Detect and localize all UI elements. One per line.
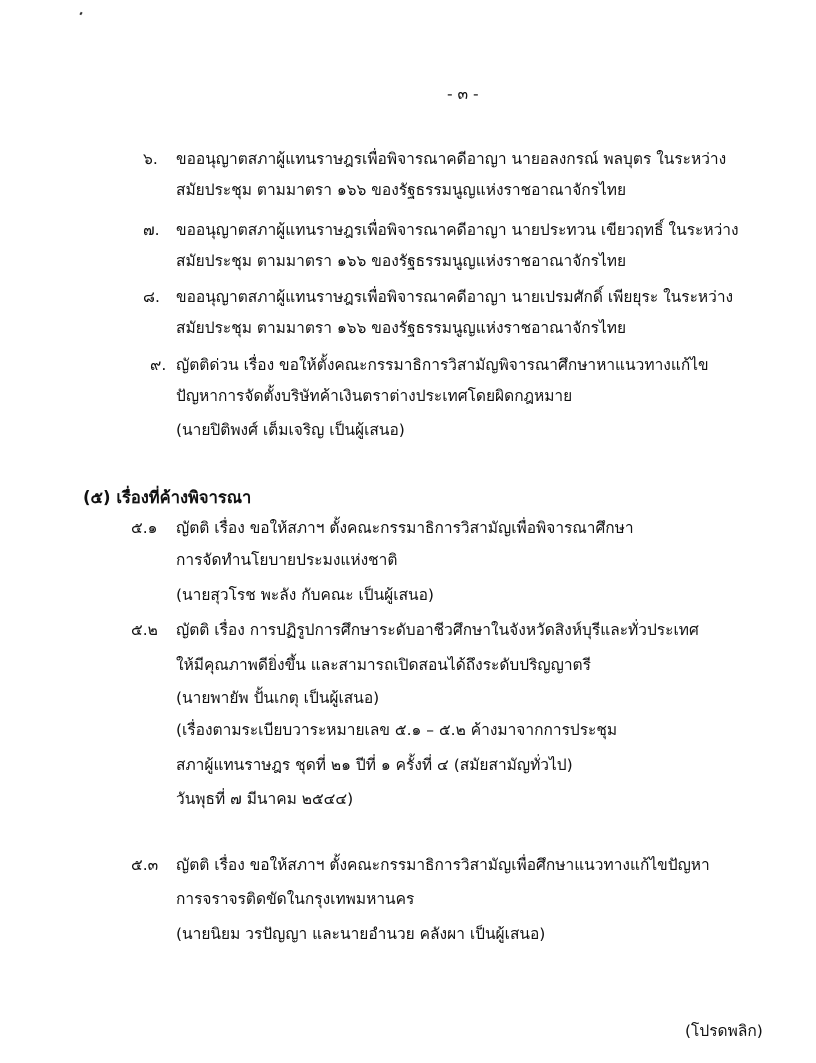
item-number: ๘. xyxy=(143,288,160,306)
item-text-line: สมัยประชุม ตามมาตรา ๑๖๖ ของรัฐธรรมนูญแห่งราชอาณาจักรไทย xyxy=(176,319,627,337)
item-text-line: ปัญหาการจัดตั้งบริษัทค้าเงินตราต่างประเทศโดยผิดกฎหมาย xyxy=(176,387,573,405)
item-number: ๙. xyxy=(150,356,167,374)
subitem-text-line: การจราจรติดขัดในกรุงเทพมหานคร xyxy=(176,890,415,908)
subitem-number: ๕.๑ xyxy=(131,519,158,537)
subitem-text-line: (เรื่องตามระเบียบวาระหมายเลข ๕.๑ – ๕.๒ ค้างมาจากการประชุม xyxy=(176,721,618,739)
item-text-line: ขออนุญาตสภาผู้แทนราษฎรเพื่อพิจารณาคดีอาญา นายอลงกรณ์ พลบุตร ในระหว่าง xyxy=(176,150,727,168)
item-number: ๖. xyxy=(143,150,158,168)
subitem-number: ๕.๒ xyxy=(131,621,158,639)
item-number: ๗. xyxy=(143,221,160,239)
page-number: - ๓ - xyxy=(447,85,479,103)
item-text-line: ขออนุญาตสภาผู้แทนราษฎรเพื่อพิจารณาคดีอาญา นายเปรมศักดิ์ เพียยุระ ในระหว่าง xyxy=(176,288,734,306)
subitem-text-line: การจัดทำนโยบายประมงแห่งชาติ xyxy=(176,551,398,569)
subitem-text-line: ให้มีคุณภาพดียิ่งขึ้น และสามารถเปิดสอนได้ถึงระดับปริญญาตรี xyxy=(176,656,591,674)
section-heading: (๕) เรื่องที่ค้างพิจารณา xyxy=(83,488,252,507)
subitem-text-line: (นายนิยม วรปัญญา และนายอำนวย คลังผา เป็นผู้เสนอ) xyxy=(176,925,546,943)
item-text-line: สมัยประชุม ตามมาตรา ๑๖๖ ของรัฐธรรมนูญแห่งราชอาณาจักรไทย xyxy=(176,252,627,270)
subitem-number: ๕.๓ xyxy=(131,856,159,874)
subitem-text-line: (นายพายัพ ปั้นเกตุ เป็นผู้เสนอ) xyxy=(176,689,380,707)
item-text-line: (นายปิติพงศ์ เต็มเจริญ เป็นผู้เสนอ) xyxy=(176,421,405,439)
item-text-line: ขออนุญาตสภาผู้แทนราษฎรเพื่อพิจารณาคดีอาญา นายประทวน เขียวฤทธิ์ ในระหว่าง xyxy=(176,221,739,239)
subitem-text-line: ญัตติ เรื่อง ขอให้สภาฯ ตั้งคณะกรรมาธิการวิสามัญเพื่อพิจารณาศึกษา xyxy=(176,519,634,537)
subitem-text-line: ญัตติ เรื่อง การปฏิรูปการศึกษาระดับอาชีวศึกษาในจังหวัดสิงห์บุรีและทั่วประเทศ xyxy=(176,621,699,639)
scan-speck xyxy=(79,12,82,16)
item-text-line: สมัยประชุม ตามมาตรา ๑๖๖ ของรัฐธรรมนูญแห่งราชอาณาจักรไทย xyxy=(176,181,627,199)
subitem-text-line: วันพุธที่ ๗ มีนาคม ๒๕๔๔) xyxy=(176,790,354,808)
item-text-line: ญัตติด่วน เรื่อง ขอให้ตั้งคณะกรรมาธิการวิสามัญพิจารณาศึกษาหาแนวทางแก้ไข xyxy=(176,356,709,374)
subitem-text-line: สภาผู้แทนราษฎร ชุดที่ ๒๑ ปีที่ ๑ ครั้งที่ ๔ (สมัยสามัญทั่วไป) xyxy=(176,756,573,774)
subitem-text-line: ญัตติ เรื่อง ขอให้สภาฯ ตั้งคณะกรรมาธิการวิสามัญเพื่อศึกษาแนวทางแก้ไขปัญหา xyxy=(176,856,710,874)
subitem-text-line: (นายสุวโรช พะลัง กับคณะ เป็นผู้เสนอ) xyxy=(176,586,434,604)
please-turn-over-note: (โปรดพลิก) xyxy=(685,1022,763,1040)
